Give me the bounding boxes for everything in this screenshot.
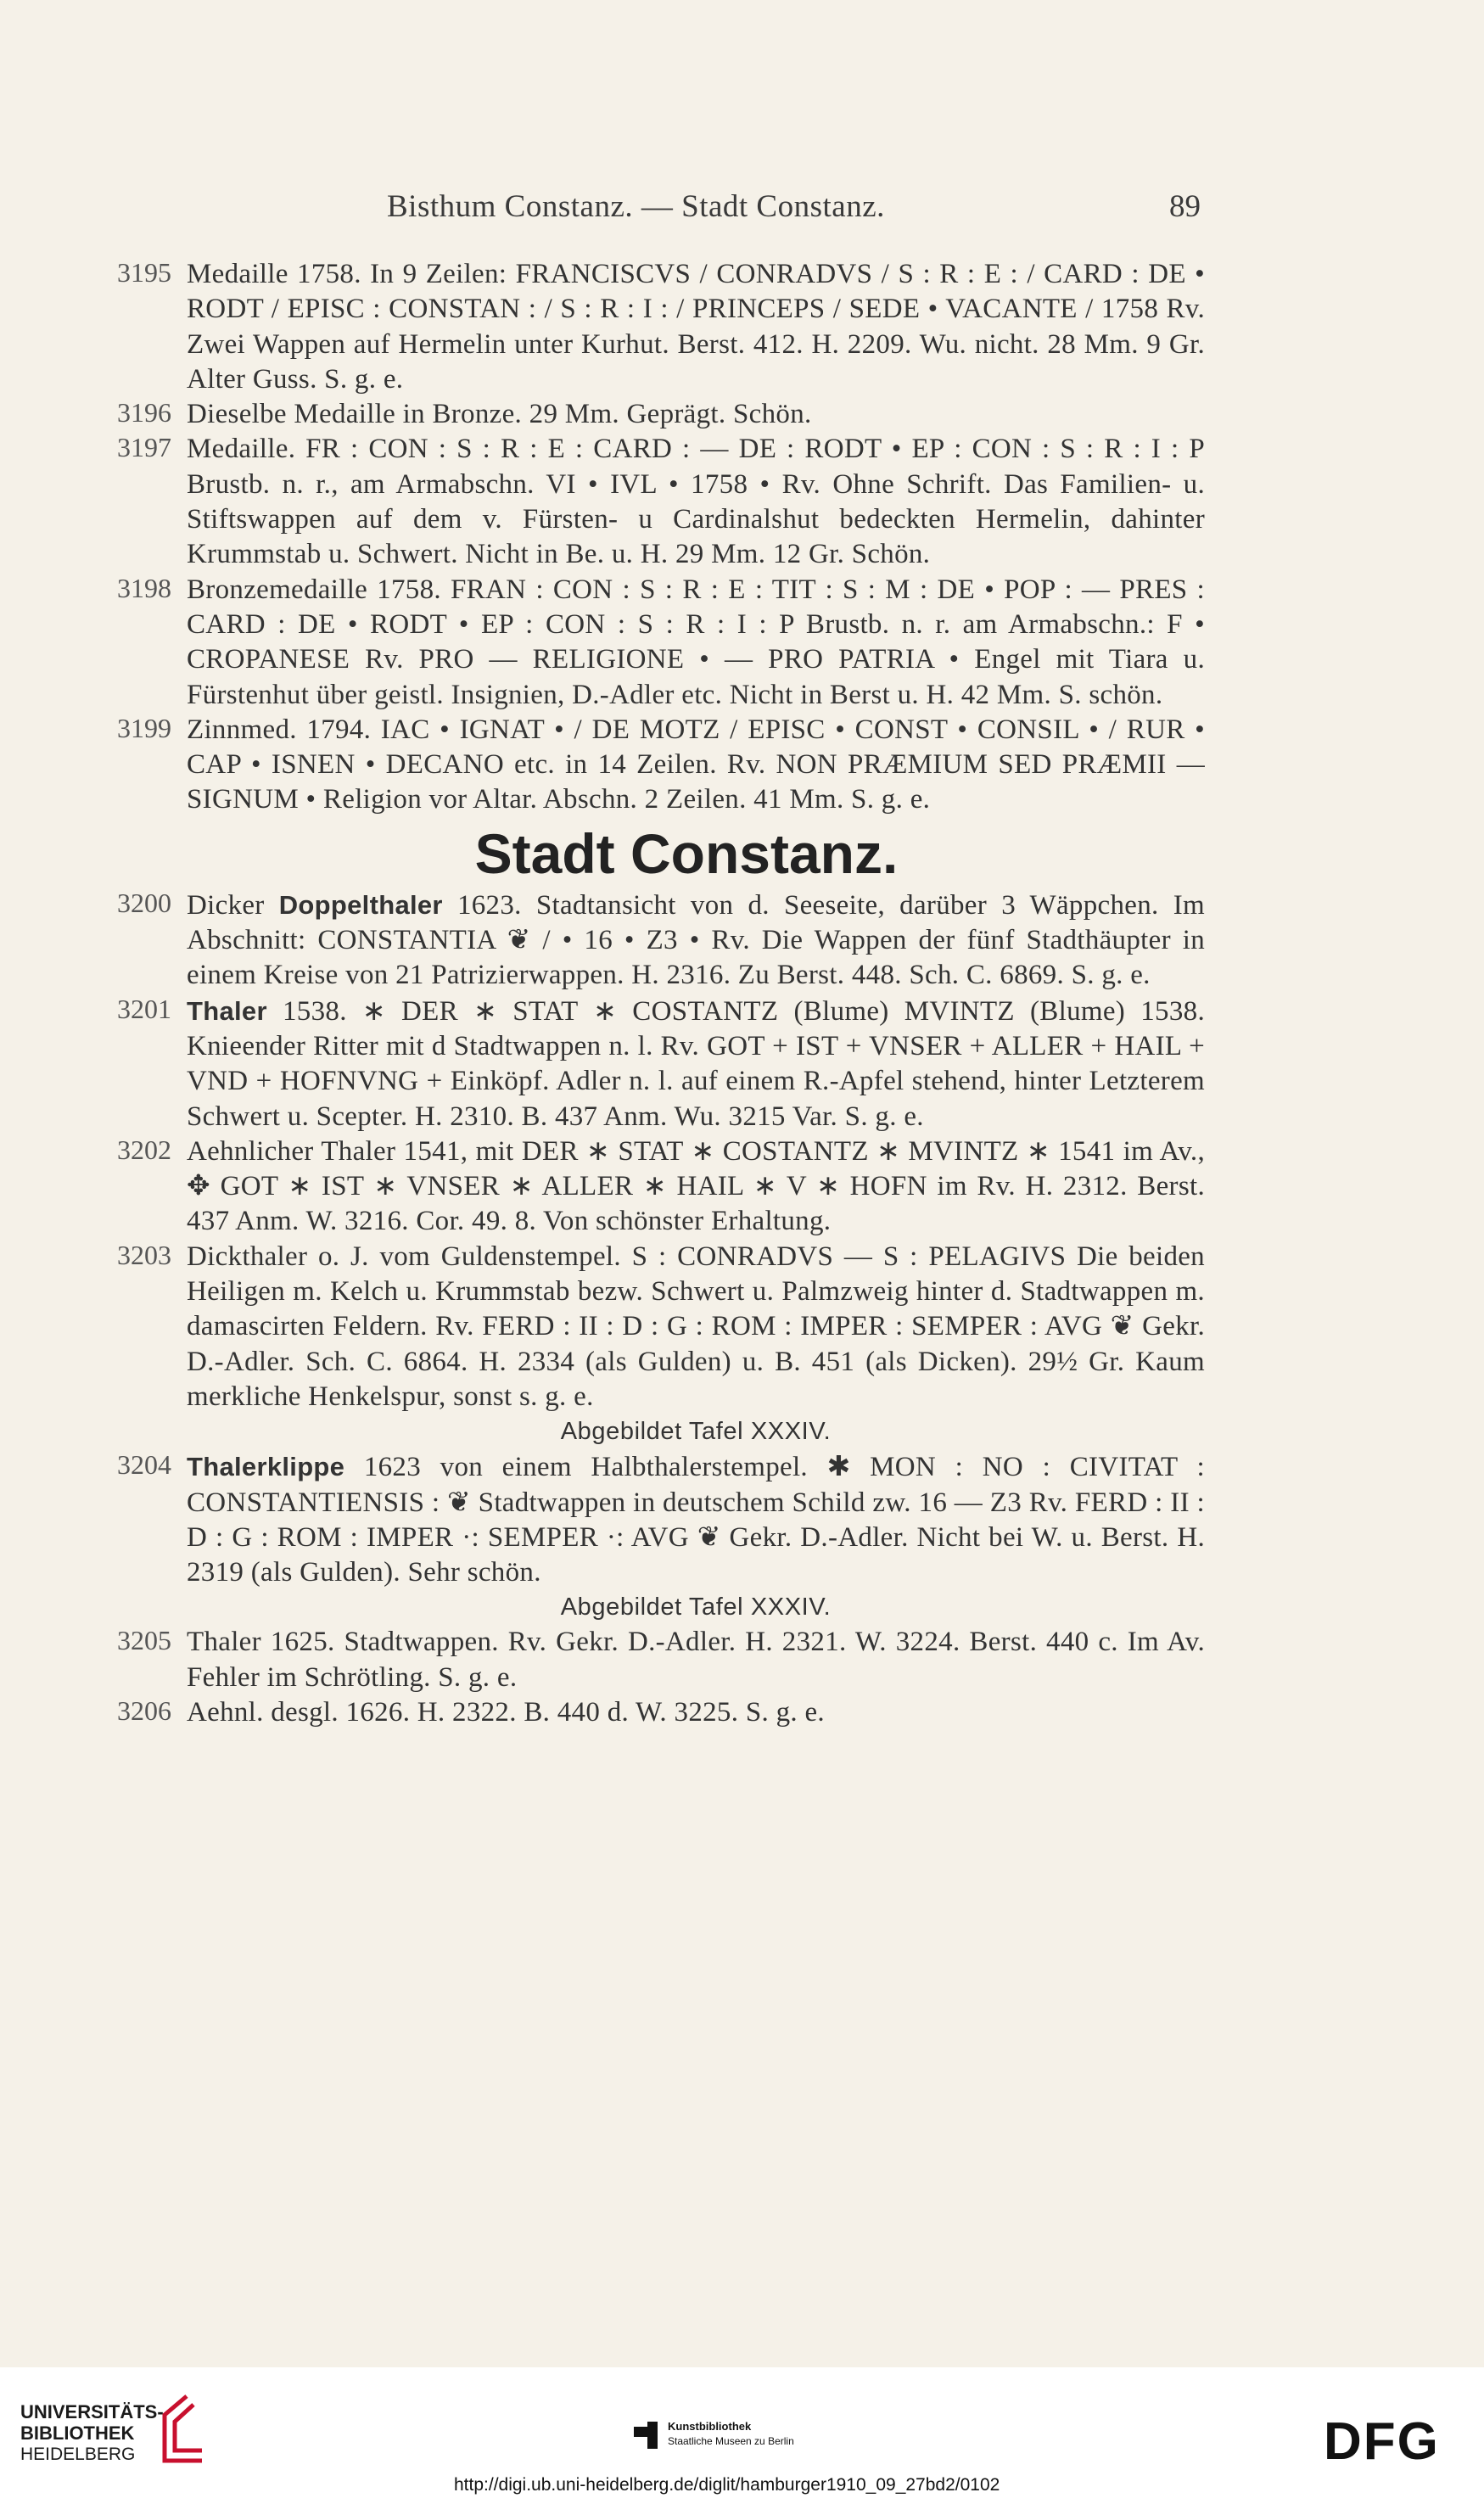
catalogue-entry: [117, 397, 1205, 432]
entry-text: [187, 1449, 1205, 1590]
catalogue-entry: [117, 257, 1205, 397]
digitization-footer: [0, 2367, 1484, 2498]
catalogue-entry: [117, 1449, 1205, 1590]
catalogue-entry: [117, 1134, 1205, 1240]
catalogue-entries: [117, 257, 1205, 1730]
entry-lead: Thalerklippe: [187, 1452, 345, 1482]
entry-body: 1538. ∗ DER ∗ STAT ∗ COSTANTZ (Blume) MVINTZ (Blume) 1538. Knieender Ritter mit d Stadtwappen n. l. Rv. GOT + IST + VNSER + ALLER + HAIL + VND + HOFNVNG + Einköpf. Adler n. l. auf einem R.-Apfel stehend, hinter Letzterem Schwert u. Scepter. H. 2310. B. 437 Anm. Wu. 3215 Var. S. g. e.: [187, 995, 1205, 1132]
dfg-logo[interactable]: DFG: [1324, 2412, 1440, 2471]
catalogue-entry: [117, 1625, 1205, 1695]
catalogue-entry: [117, 1695, 1205, 1730]
ub-mark-icon: [153, 2393, 209, 2464]
entry-lead: Thaler: [187, 995, 267, 1026]
page-number: 89: [1169, 189, 1201, 224]
entry-text: [187, 1240, 1205, 1414]
entry-text: Aehnlicher Thaler 1541, mit DER ∗ STAT ∗ COSTANTZ ∗ MVINTZ ∗ 1541 im Av., ✥ GOT ∗ IST ∗ VNSER ∗ ALLER ∗ HAIL ∗ V ∗ HOFN im Rv. H. 2312. Berst. 437 Anm. W. 3216. Cor. 49. 8. Von schönster Erhaltung.: [187, 1135, 1205, 1237]
entry-text: [187, 994, 1205, 1134]
entry-number: 3202: [117, 1134, 171, 1165]
entry-body: 1623. Stadtansicht von d. Seeseite, darüber 3 Wäppchen. Im Abschnitt: CONSTANTIA ❦ / • 16 • Z3 • Rv. Die Wappen der fünf Stadthäupter in einem Kreise von 21 Patrizierwappen. H. 2316. Zu Berst. 448. Sch. C. 6869. S. g. e.: [187, 889, 1205, 991]
entry-text: Thaler 1625. Stadtwappen. Rv. Gekr. D.-Adler. H. 2321. W. 3224. Berst. 440 c. Im Av. Fehler im Schrötling. S. g. e.: [187, 1627, 1205, 1693]
entry-number: 3205: [117, 1625, 171, 1656]
entry-prefix: Dicker: [187, 889, 279, 921]
entry-text: Aehnl. desgl. 1626. H. 2322. B. 440 d. W. 3225. S. g. e.: [187, 1696, 825, 1728]
entry-number: 3198: [117, 572, 171, 603]
entry-number: 3196: [117, 397, 171, 428]
entry-text: Bronzemedaille 1758. FRAN : CON : S : R : E : TIT : S : M : DE • POP : — PRES : CARD : DE • RODT • EP : CON : S : R : I : P Brustb. n. r. am Armabschn.: F • CROPANESE Rv. PRO — RELIGIONE • — PRO PATRIA • Engel mit Tiara u. Fürstenhut über geistl. Insignien, D.-Adler etc. Nicht in Berst u. H. 42 Mm. S. schön.: [187, 574, 1205, 710]
entry-number: 3199: [117, 712, 171, 743]
entry-number: 3201: [117, 993, 171, 1024]
kb-line-1: Kunstbibliothek: [668, 2420, 752, 2433]
entry-number: 3203: [117, 1239, 171, 1270]
entry-body: 1623 von einem Halbthalerstempel. ✱ MON : NO : CIVITAT : CONSTANTIENSIS : ❦ Stadtwappen in deutschem Schild zw. 16 — Z3 Rv. FERD : II : D : G : ROM : IMPER ·: SEMPER ·: AVG ❦ Gekr. D.-Adler. Nicht bei W. u. Berst. H. 2319 (als Gulden). Sehr schön.: [187, 1452, 1205, 1588]
ub-line-3: HEIDELBERG: [20, 2445, 136, 2464]
permalink-url[interactable]: http://digi.ub.uni-heidelberg.de/diglit/hamburger1910_09_27bd2/0102: [454, 2475, 1000, 2495]
entry-number: 3204: [117, 1449, 171, 1481]
entry-text: Dieselbe Medaille in Bronze. 29 Mm. Geprägt. Schön.: [187, 399, 812, 430]
plate-caption: Abgebildet Tafel XXXIV.: [560, 1418, 832, 1446]
ub-line-2: BIBLIOTHEK: [20, 2422, 135, 2444]
entry-number: 3206: [117, 1694, 171, 1726]
catalogue-entry: [117, 713, 1205, 818]
entry-number: 3195: [117, 257, 171, 288]
header-title: Bisthum Constanz. — Stadt Constanz.: [387, 189, 885, 224]
entry-text: [187, 888, 1205, 994]
entry-lead: Doppelthaler: [278, 889, 443, 920]
catalogue-entry: [117, 573, 1205, 713]
catalogue-entry: [117, 432, 1205, 572]
entry-number: 3200: [117, 887, 171, 918]
entry-number: 3197: [117, 432, 171, 463]
kb-line-2: Staatliche Museen zu Berlin: [668, 2435, 794, 2447]
entry-text: Medaille. FR : CON : S : R : E : CARD : — DE : RODT • EP : CON : S : R : I : P Brustb. n. r., am Armabschn. VI • IVL • 1758 • Rv. Ohne Schrift. Das Familien- u. Stiftswappen auf dem v. Fürsten- u Cardinalshut bedeckten Hermelin, dahinter Krummstab u. Schwert. Nicht in Be. u. H. 29 Mm. 12 Gr. Schön.: [187, 434, 1205, 570]
catalogue-entry: [117, 1240, 1205, 1414]
ub-heidelberg-logo[interactable]: [20, 2401, 164, 2465]
entry-text: Medaille 1758. In 9 Zeilen: FRANCISCVS / CONRADVS / S : R : E : / CARD : DE • RODT / EPISC : CONSTAN : / S : R : I : / PRINCEPS / SEDE • VACANTE / 1758 Rv. Zwei Wappen auf Hermelin unter Kurhut. Berst. 412. H. 2209. Wu. nicht. 28 Mm. 9 Gr. Alter Guss. S. g. e.: [187, 259, 1205, 395]
section-heading: Stadt Constanz.: [474, 821, 899, 885]
kunstbibliothek-icon: [632, 2420, 659, 2450]
catalogue-entry: [117, 888, 1205, 994]
entry-text: Zinnmed. 1794. IAC • IGNAT • / DE MOTZ / EPISC • CONST • CONSIL • / RUR • CAP • ISNEN • DECANO etc. in 14 Zeilen. Rv. NON PRÆMIUM SED PRÆMII — SIGNUM • Religion vor Altar. Abschn. 2 Zeilen. 41 Mm. S. g. e.: [187, 714, 1205, 815]
ub-line-1: UNIVERSITÄTS-: [20, 2401, 164, 2422]
catalogue-entry: [117, 994, 1205, 1134]
plate-caption: Abgebildet Tafel XXXIV.: [560, 1593, 832, 1621]
entry-body: o. J. vom Guldenstempel. S : CONRADVS — S : PELAGIVS Die beiden Heiligen m. Kelch u. Krummstab bezw. Schwert u. Palmzweig hinter d. Stadtwappen m. damascirten Feldern. Rv. FERD : II : D : G : ROM : IMPER : SEMPER : AVG ❦ Gekr. D.-Adler. Sch. C. 6864. H. 2334 (als Gulden) u. B. 451 (als Dicken). 29½ Gr. Kaum merkliche Henkelspur, sonst s. g. e.: [187, 1241, 1205, 1412]
entry-prefix: Dickthaler: [187, 1241, 308, 1272]
